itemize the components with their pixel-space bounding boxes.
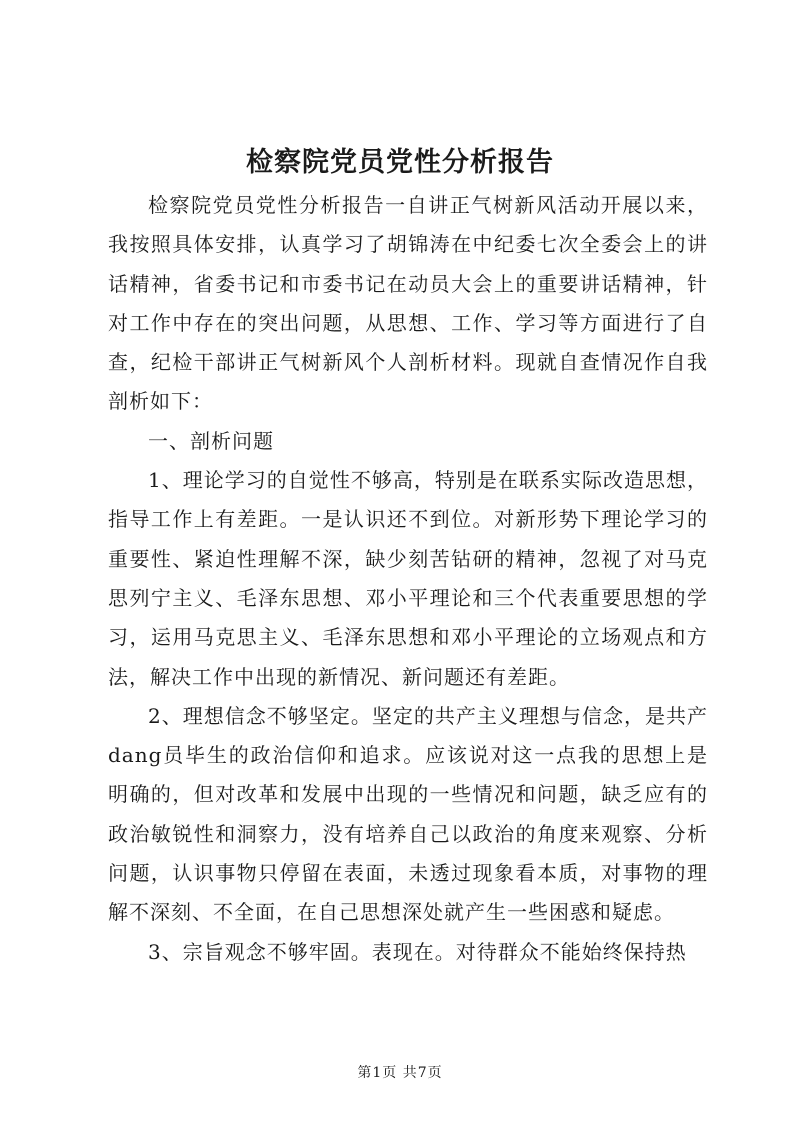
document-body — [108, 186, 708, 972]
paragraph-item-2: 2、理想信念不够坚定。坚定的共产主义理想与信念，是共产dang员毕生的政治信仰和追求。应该说对这一点我的思想上是明确的，但对改革和发展中出现的一些情况和问题，缺乏应有的政治敏锐性和洞察力，没有培养自己以政治的角度来观察、分析问题，认识事物只停留在表面，未透过现象看本质，对事物的理解不深刻、不全面，在自己思想深处就产生一些困惑和疑虑。 — [108, 703, 708, 925]
document-title: 检察院党员党性分析报告 — [246, 147, 554, 178]
paragraph-item-3: 3、宗旨观念不够牢固。表现在。对待群众不能始终保持热 — [148, 939, 687, 964]
paragraph-intro: 检察院党员党性分析报告一自讲正气树新风活动开展以来，我按照具体安排，认真学习了胡锦涛在中纪委七次全委会上的讲话精神，省委书记和市委书记在动员大会上的重要讲话精神，针对工作中存在的突出问题，从思想、工作、学习等方面进行了自查，纪检干部讲正气树新风个人剖析材料。现就自查情况作自我剖析如下： — [108, 193, 708, 414]
paragraph-item-1: 1、理论学习的自觉性不够高，特别是在联系实际改造思想，指导工作上有差距。一是认识还不到位。对新形势下理论学习的重要性、紧迫性理解不深，缺少刻苦钻研的精神，忽视了对马克思列宁主义、毛泽东思想、邓小平理论和三个代表重要思想的学习，运用马克思主义、毛泽东思想和邓小平理论的立场观点和方法，解决工作中出现的新情况、新问题还有差距。 — [108, 468, 708, 689]
section-heading: 一、剖析问题 — [148, 428, 274, 453]
page-footer: 第1页 共7页 — [357, 1065, 443, 1081]
